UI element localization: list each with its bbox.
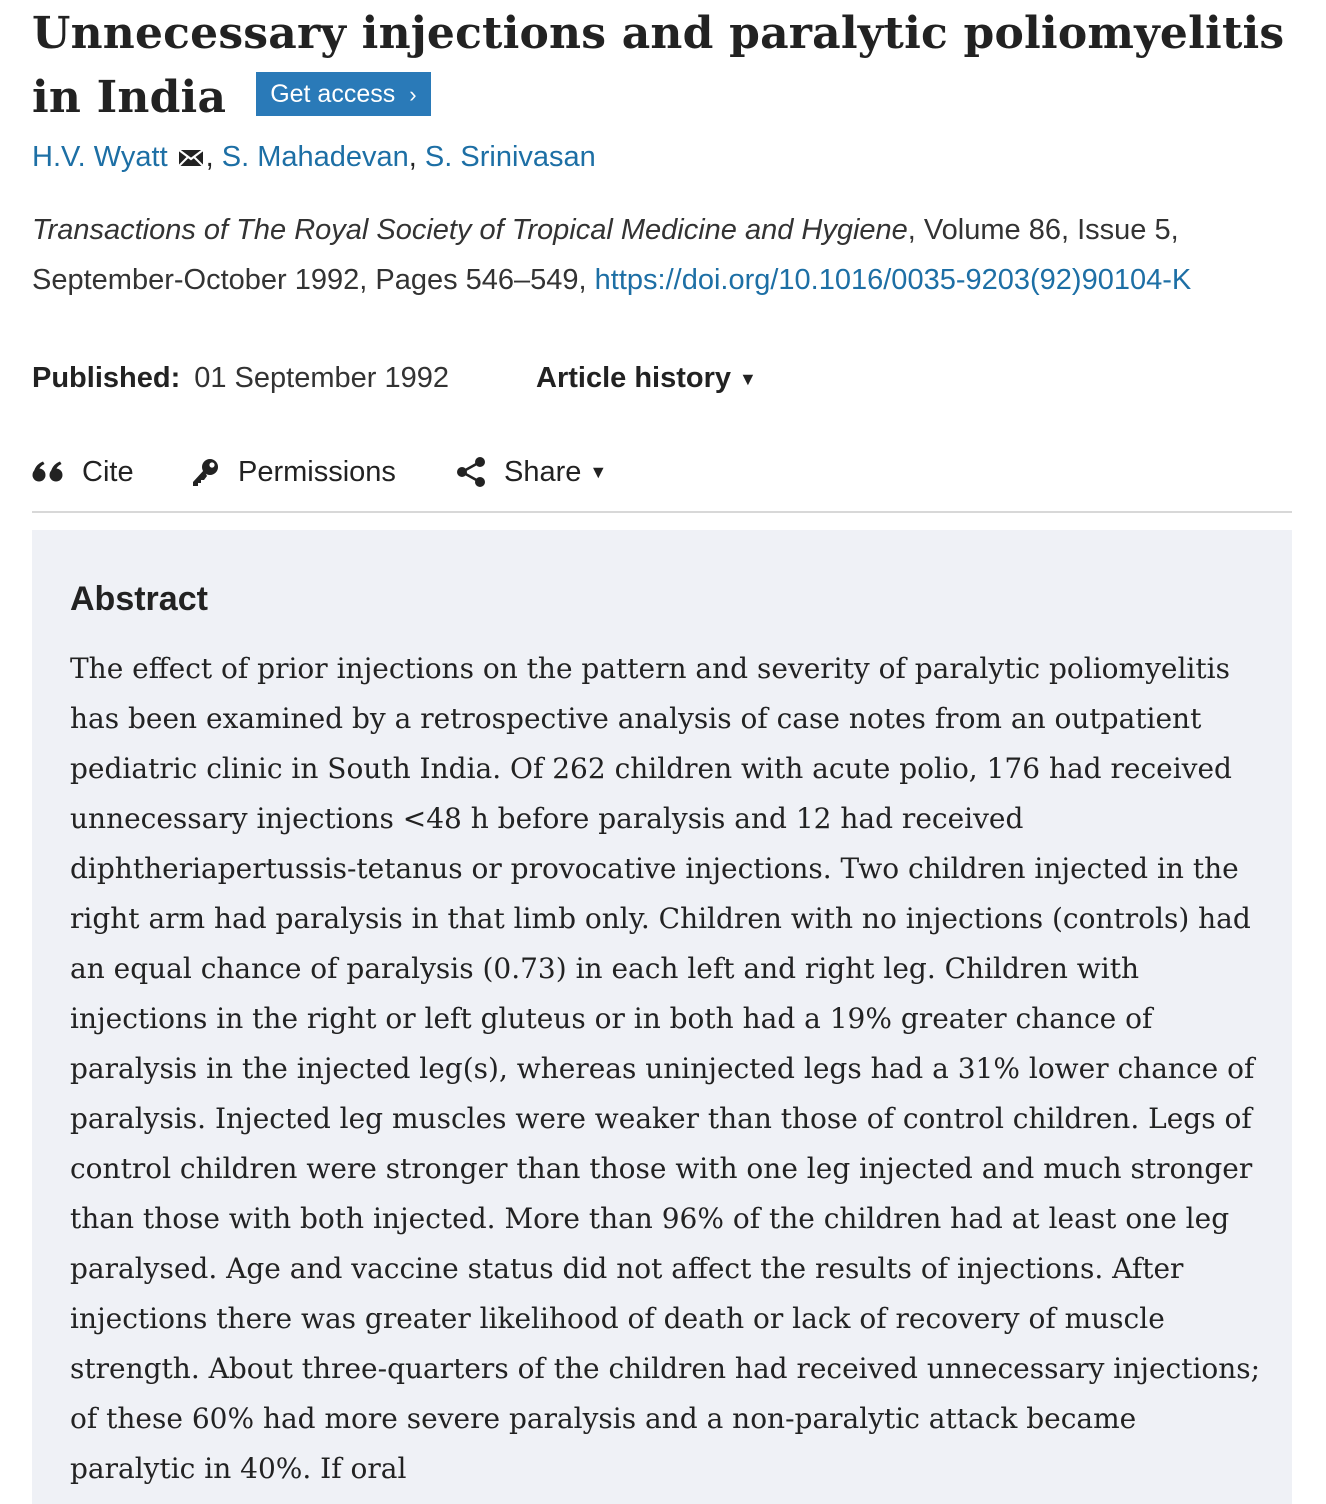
article-title (32, 2, 1302, 130)
published-label: Published: (32, 362, 181, 394)
cite-label: Cite (82, 456, 134, 488)
share-button[interactable] (456, 450, 607, 494)
author-link-mahadevan[interactable]: S. Mahadevan (221, 141, 409, 173)
article-title-text: Unnecessary injections and paralytic poliomyelitis in India (32, 8, 1285, 123)
get-access-label: Get access (270, 80, 396, 108)
author-separator: , (205, 141, 222, 173)
author-list (32, 136, 596, 180)
published-date: 01 September 1992 (194, 362, 449, 394)
abstract-text: The effect of prior injections on the pattern and severity of paralytic poliomyelitis has been examined by a retrospective analysis of case notes from an outpatient pediatric clinic in South India. Of 262 children with acute polio, 176 had received unnecessary injections <48 h before paralysis and 12 had received diphtheriapertussis-tetanus or provocative injections. Two children injected in the right arm had paralysis in that limb only. Children with no injections (controls) had an equal chance of paralysis (0.73) in each left and right leg. Children with injections in the right or left gluteus or in both had a 19% greater chance of paralysis in the injected leg(s), whereas uninjected legs had a 31% lower chance of paralysis. Injected leg muscles were weaker than those of control children. Legs of control children were stronger than those with one leg injected and much stronger than those with both injected. More than 96% of the children had at least one leg paralysed. Age and vaccine status did not affect the results of injections. After injections there was greater likelihood of death or lack of recovery of muscle strength. About three-quarters of the children had received unnecessary injections; of these 60% had more severe paralysis and a non-paralytic attack became paralytic in 40%. If oral (70, 652, 1261, 1485)
caret-down-icon: ▼ (589, 462, 608, 482)
cite-button[interactable] (32, 450, 134, 494)
author-link-srinivasan[interactable]: S. Srinivasan (424, 141, 596, 173)
author-link-wyatt[interactable]: H.V. Wyatt (32, 141, 168, 173)
key-icon (190, 457, 220, 487)
permissions-button[interactable] (190, 450, 396, 494)
share-icon (456, 456, 486, 488)
chevron-right-icon: › (409, 82, 417, 107)
author-separator: , (408, 141, 425, 173)
journal-name: Transactions of The Royal Society of Tropical Medicine and Hygiene (32, 214, 908, 246)
article-toolbar (32, 450, 1292, 494)
envelope-icon[interactable] (178, 138, 204, 180)
abstract-section (32, 530, 1292, 1504)
toolbar-divider (32, 511, 1292, 513)
abstract-heading: Abstract (70, 580, 208, 618)
quote-icon (32, 459, 64, 485)
doi-link[interactable]: https://doi.org/10.1016/0035-9203(92)90104-K (594, 264, 1192, 296)
get-access-button[interactable] (256, 72, 430, 116)
article-history-toggle[interactable] (536, 356, 757, 401)
permissions-label: Permissions (238, 456, 396, 488)
citation-line (32, 205, 1297, 305)
share-label: Share (504, 456, 582, 488)
published-row (32, 356, 757, 400)
article-history-label: Article history (536, 362, 731, 394)
citation-details: , Volume 86, Issue 5, September-October 1992, Pages 546–549, (32, 214, 1179, 296)
caret-down-icon: ▼ (739, 369, 757, 389)
